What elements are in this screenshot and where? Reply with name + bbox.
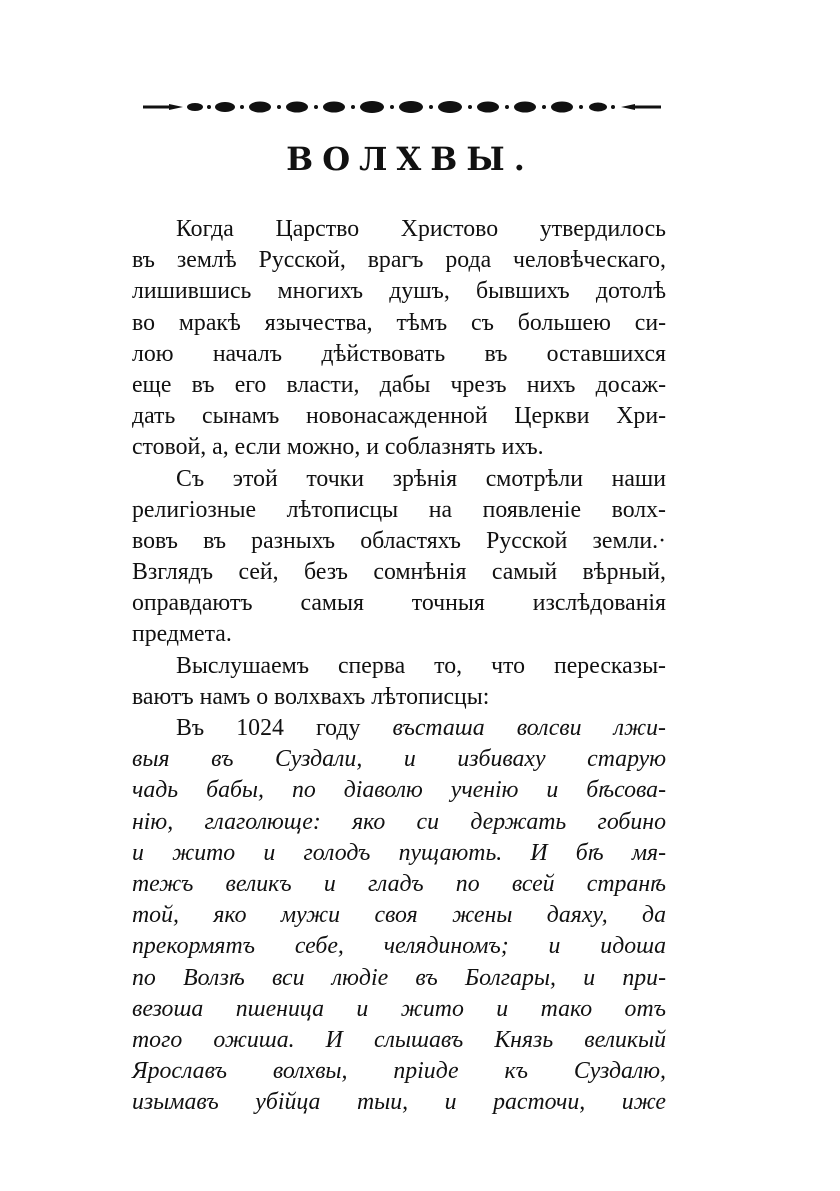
paragraph	[132, 464, 666, 651]
text-line	[176, 713, 666, 744]
text-line: Съ этой точки зрѣнія смотрѣли наши	[176, 465, 666, 492]
text-line: Взглядъ сей, безъ сомнѣнія самый вѣрный,	[132, 559, 666, 586]
text-line: лою началъ дѣйствовать въ оставшихся	[132, 340, 666, 367]
body-text	[132, 214, 666, 1118]
text-line: ваютъ намъ о волхвахъ лѣтописцы:	[132, 683, 490, 710]
text-line: тежъ великъ и гладъ по всей странѣ	[132, 870, 666, 897]
paragraph	[132, 651, 666, 713]
text-line: нію, глаголюще: яко си держать гобино	[132, 808, 666, 835]
text-line: еще въ его власти, дабы чрезъ нихъ досаж-	[132, 371, 666, 398]
text-line: того ожиша. И слышавъ Князь великый	[132, 1026, 666, 1053]
text-line: изымавъ убійца тыи, и расточи, иже	[132, 1089, 666, 1116]
text-line: чадь бабы, по діаволю ученію и бѣсова-	[132, 777, 666, 804]
text-line: Когда Царство Христово утвердилось	[176, 216, 666, 242]
text-line: Ярославъ волхвы, пріиде къ Суздалю,	[132, 1058, 666, 1085]
text-line: той, яко мужи своя жены даяху, да	[132, 902, 666, 929]
text-line: лишившись многихъ душъ, бывшихъ дотолѣ	[132, 278, 666, 305]
text-line: оправдаютъ самыя точныя изслѣдованія	[132, 590, 666, 617]
text-line: везоша пшеница и жито и тако отъ	[132, 995, 666, 1022]
text-line: дать сынамъ новонасажденной Церкви Хри-	[132, 403, 666, 430]
text-line: Выслушаемъ сперва то, что пересказы-	[176, 652, 666, 679]
ornament-rule-icon	[143, 96, 661, 118]
text-line: и жито и голодъ пущають. И бѣ мя-	[132, 839, 666, 866]
quote-date: Въ 1024 году	[176, 715, 393, 741]
quote-text: въсташа волсви лжи-	[392, 715, 666, 741]
chronicle-quote	[132, 713, 666, 1118]
text-line: по Волзѣ вси людіе въ Болгары, и при-	[132, 964, 666, 991]
text-line: религіозные лѣтописцы на появленіе волх-	[132, 496, 666, 523]
text-line: прекормятъ себе, челядиномъ; и идоша	[132, 933, 666, 960]
text-line: стовой, а, если можно, и соблазнять ихъ.	[132, 434, 544, 461]
page-title: ВОЛХВЫ.	[286, 140, 534, 178]
text-line: въ землѣ Русской, врагъ рода человѣческаго,	[132, 247, 666, 274]
text-line: вовъ въ разныхъ областяхъ Русской земли.·	[132, 527, 666, 554]
paragraph	[132, 214, 666, 464]
text-line: предмета.	[132, 621, 232, 648]
text-line: выя въ Суздали, и избиваху старую	[132, 746, 666, 773]
text-line: во мракѣ язычества, тѣмъ съ большею си-	[132, 309, 666, 336]
